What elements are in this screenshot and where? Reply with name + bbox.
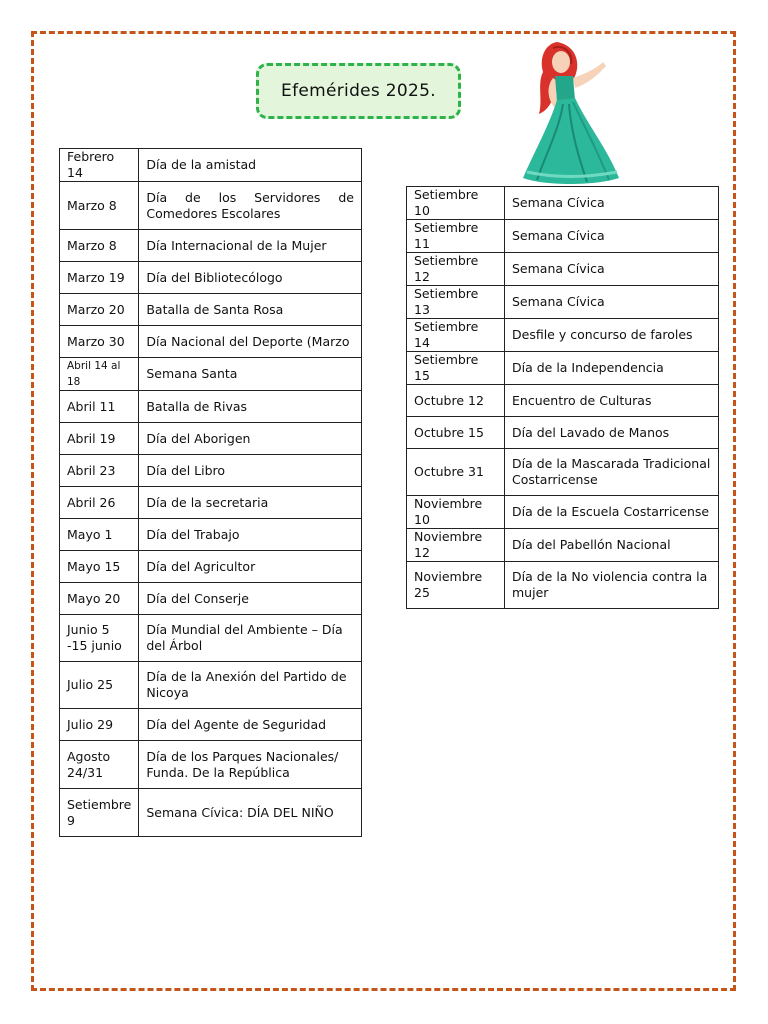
table-row	[407, 417, 719, 449]
event-cell: Semana Cívica	[505, 220, 719, 253]
date-cell: Abril 14 al 18	[60, 358, 139, 391]
event-cell: Semana Cívica	[505, 187, 719, 220]
date-cell: Octubre 15	[407, 417, 505, 449]
table-row	[60, 182, 362, 230]
date-cell: Setiembre 10	[407, 187, 505, 220]
date-cell: Setiembre 13	[407, 286, 505, 319]
event-cell: Batalla de Rivas	[139, 391, 362, 423]
event-cell: Semana Santa	[139, 358, 362, 391]
table-row	[60, 149, 362, 182]
table-row	[60, 709, 362, 741]
event-cell: Día de los Servidores de Comedores Escolares	[139, 182, 362, 230]
table-row	[407, 529, 719, 562]
date-cell: Abril 19	[60, 423, 139, 455]
table-row	[407, 562, 719, 609]
table-row	[407, 319, 719, 352]
table-row	[407, 352, 719, 385]
date-cell: Marzo 8	[60, 230, 139, 262]
date-cell: Marzo 19	[60, 262, 139, 294]
table-row	[60, 551, 362, 583]
event-cell: Día de la amistad	[139, 149, 362, 182]
table-row	[407, 187, 719, 220]
date-cell: Julio 29	[60, 709, 139, 741]
date-cell: Noviembre 25	[407, 562, 505, 609]
date-cell: Julio 25	[60, 662, 139, 709]
event-cell: Día de la Independencia	[505, 352, 719, 385]
table-row	[60, 455, 362, 487]
date-cell: Junio 5 -15 junio	[60, 615, 139, 662]
date-cell: Setiembre 12	[407, 253, 505, 286]
event-cell: Día de la Escuela Costarricense	[505, 496, 719, 529]
event-cell: Día del Trabajo	[139, 519, 362, 551]
table-row	[407, 385, 719, 417]
date-cell: Abril 26	[60, 487, 139, 519]
event-cell: Día del Agente de Seguridad	[139, 709, 362, 741]
event-cell: Día Mundial del Ambiente – Día del Árbol	[139, 615, 362, 662]
date-cell: Abril 11	[60, 391, 139, 423]
event-cell: Día del Agricultor	[139, 551, 362, 583]
left-table-body	[60, 149, 362, 837]
title-text: Efemérides 2025.	[281, 81, 436, 101]
page-title	[256, 63, 461, 119]
date-cell: Setiembre 14	[407, 319, 505, 352]
date-cell: Setiembre 9	[60, 789, 139, 837]
date-cell: Mayo 20	[60, 583, 139, 615]
date-cell: Setiembre 15	[407, 352, 505, 385]
table-row	[407, 496, 719, 529]
table-row	[60, 615, 362, 662]
table-row	[407, 286, 719, 319]
event-cell: Semana Cívica: DÍA DEL NIÑO	[139, 789, 362, 837]
event-cell: Batalla de Santa Rosa	[139, 294, 362, 326]
table-row	[60, 741, 362, 789]
table-row	[60, 262, 362, 294]
table-row	[60, 326, 362, 358]
date-cell: Mayo 1	[60, 519, 139, 551]
event-cell: Día del Conserje	[139, 583, 362, 615]
event-cell: Semana Cívica	[505, 253, 719, 286]
table-row	[60, 294, 362, 326]
event-cell: Día del Bibliotecólogo	[139, 262, 362, 294]
event-cell: Día Nacional del Deporte (Marzo	[139, 326, 362, 358]
event-cell: Desfile y concurso de faroles	[505, 319, 719, 352]
date-cell: Abril 23	[60, 455, 139, 487]
date-cell: Marzo 8	[60, 182, 139, 230]
event-cell: Día de la secretaria	[139, 487, 362, 519]
event-cell: Encuentro de Culturas	[505, 385, 719, 417]
event-cell: Día Internacional de la Mujer	[139, 230, 362, 262]
table-row	[60, 230, 362, 262]
right-table-body	[407, 187, 719, 609]
date-cell: Marzo 20	[60, 294, 139, 326]
table-row	[60, 662, 362, 709]
event-cell: Día de la No violencia contra la mujer	[505, 562, 719, 609]
event-cell: Día del Aborigen	[139, 423, 362, 455]
right-events-table	[406, 186, 719, 609]
table-row	[60, 358, 362, 391]
date-cell: Noviembre 10	[407, 496, 505, 529]
table-row	[60, 789, 362, 837]
table-row	[60, 423, 362, 455]
date-cell: Noviembre 12	[407, 529, 505, 562]
table-row	[407, 449, 719, 496]
event-cell: Día de los Parques Nacionales/ Funda. De la República	[139, 741, 362, 789]
table-row	[60, 487, 362, 519]
date-cell: Setiembre 11	[407, 220, 505, 253]
event-cell: Día de la Mascarada Tradicional Costarricense	[505, 449, 719, 496]
princess-illustration	[515, 38, 625, 186]
date-cell: Octubre 31	[407, 449, 505, 496]
event-cell: Día de la Anexión del Partido de Nicoya	[139, 662, 362, 709]
left-events-table	[59, 148, 362, 837]
event-cell: Semana Cívica	[505, 286, 719, 319]
table-row	[407, 253, 719, 286]
table-row	[60, 519, 362, 551]
table-row	[60, 583, 362, 615]
event-cell: Día del Lavado de Manos	[505, 417, 719, 449]
date-cell: Agosto 24/31	[60, 741, 139, 789]
table-row	[407, 220, 719, 253]
event-cell: Día del Libro	[139, 455, 362, 487]
date-cell: Octubre 12	[407, 385, 505, 417]
date-cell: Febrero 14	[60, 149, 139, 182]
date-cell: Marzo 30	[60, 326, 139, 358]
event-cell: Día del Pabellón Nacional	[505, 529, 719, 562]
table-row	[60, 391, 362, 423]
date-cell: Mayo 15	[60, 551, 139, 583]
